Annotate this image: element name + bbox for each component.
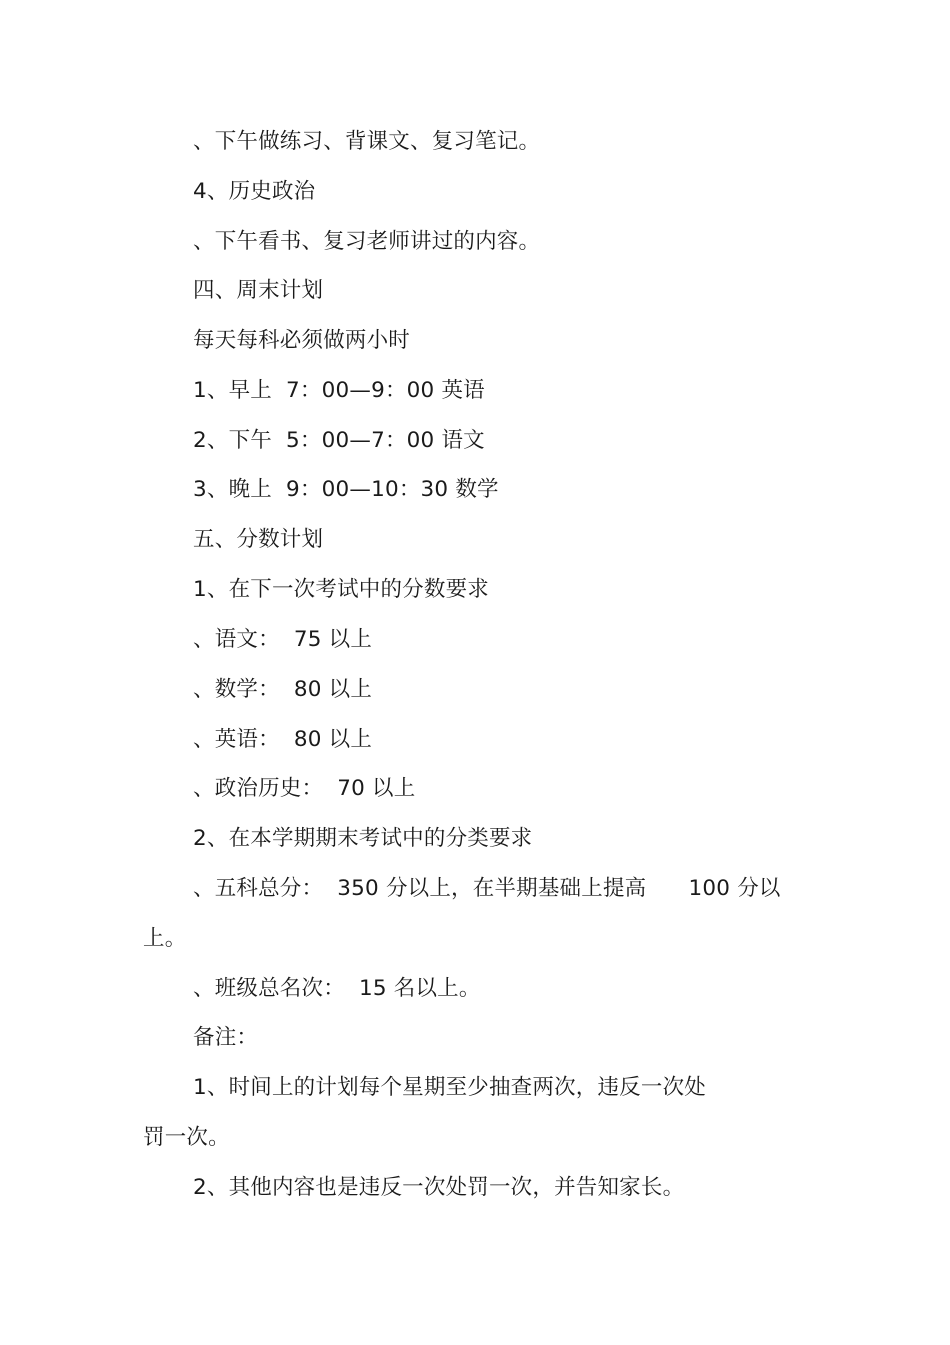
note-item: 1、时间上的计划每个星期至少抽查两次，违反一次处 [193,1075,706,1100]
section-heading: 4、历史政治 [193,179,316,204]
section-heading: 五、分数计划 [193,527,324,552]
text-line: 2、在本学期期末考试中的分类要求 [193,826,533,851]
text-line: 1、在下一次考试中的分数要求 [193,577,489,602]
section-heading: 备注： [193,1025,259,1050]
text-line-continuation: 罚一次。 [143,1125,230,1150]
schedule-item: 1、早上 7：00—9：00 英语 [193,378,485,403]
note-item: 2、其他内容也是违反一次处罚一次，并告知家长。 [193,1175,685,1200]
text-line: 、下午看书、复习老师讲过的内容。 [193,229,541,254]
text-line: 、下午做练习、背课文、复习笔记。 [193,129,541,154]
section-heading: 四、周末计划 [193,278,324,303]
score-item: 、英语： 80 以上 [193,727,373,752]
score-item: 、五科总分： 350 分以上，在半期基础上提高 100 分以 [193,876,781,901]
score-item: 、班级总名次： 15 名以上。 [193,976,481,1001]
schedule-item: 2、下午 5：00—7：00 语文 [193,428,485,453]
score-item: 、政治历史： 70 以上 [193,776,416,801]
text-line-continuation: 上。 [143,926,187,951]
text-line: 每天每科必须做两小时 [193,328,411,353]
score-item: 、数学： 80 以上 [193,677,373,702]
score-item: 、语文： 75 以上 [193,627,373,652]
schedule-item: 3、晚上 9：00—10：30 数学 [193,477,499,502]
